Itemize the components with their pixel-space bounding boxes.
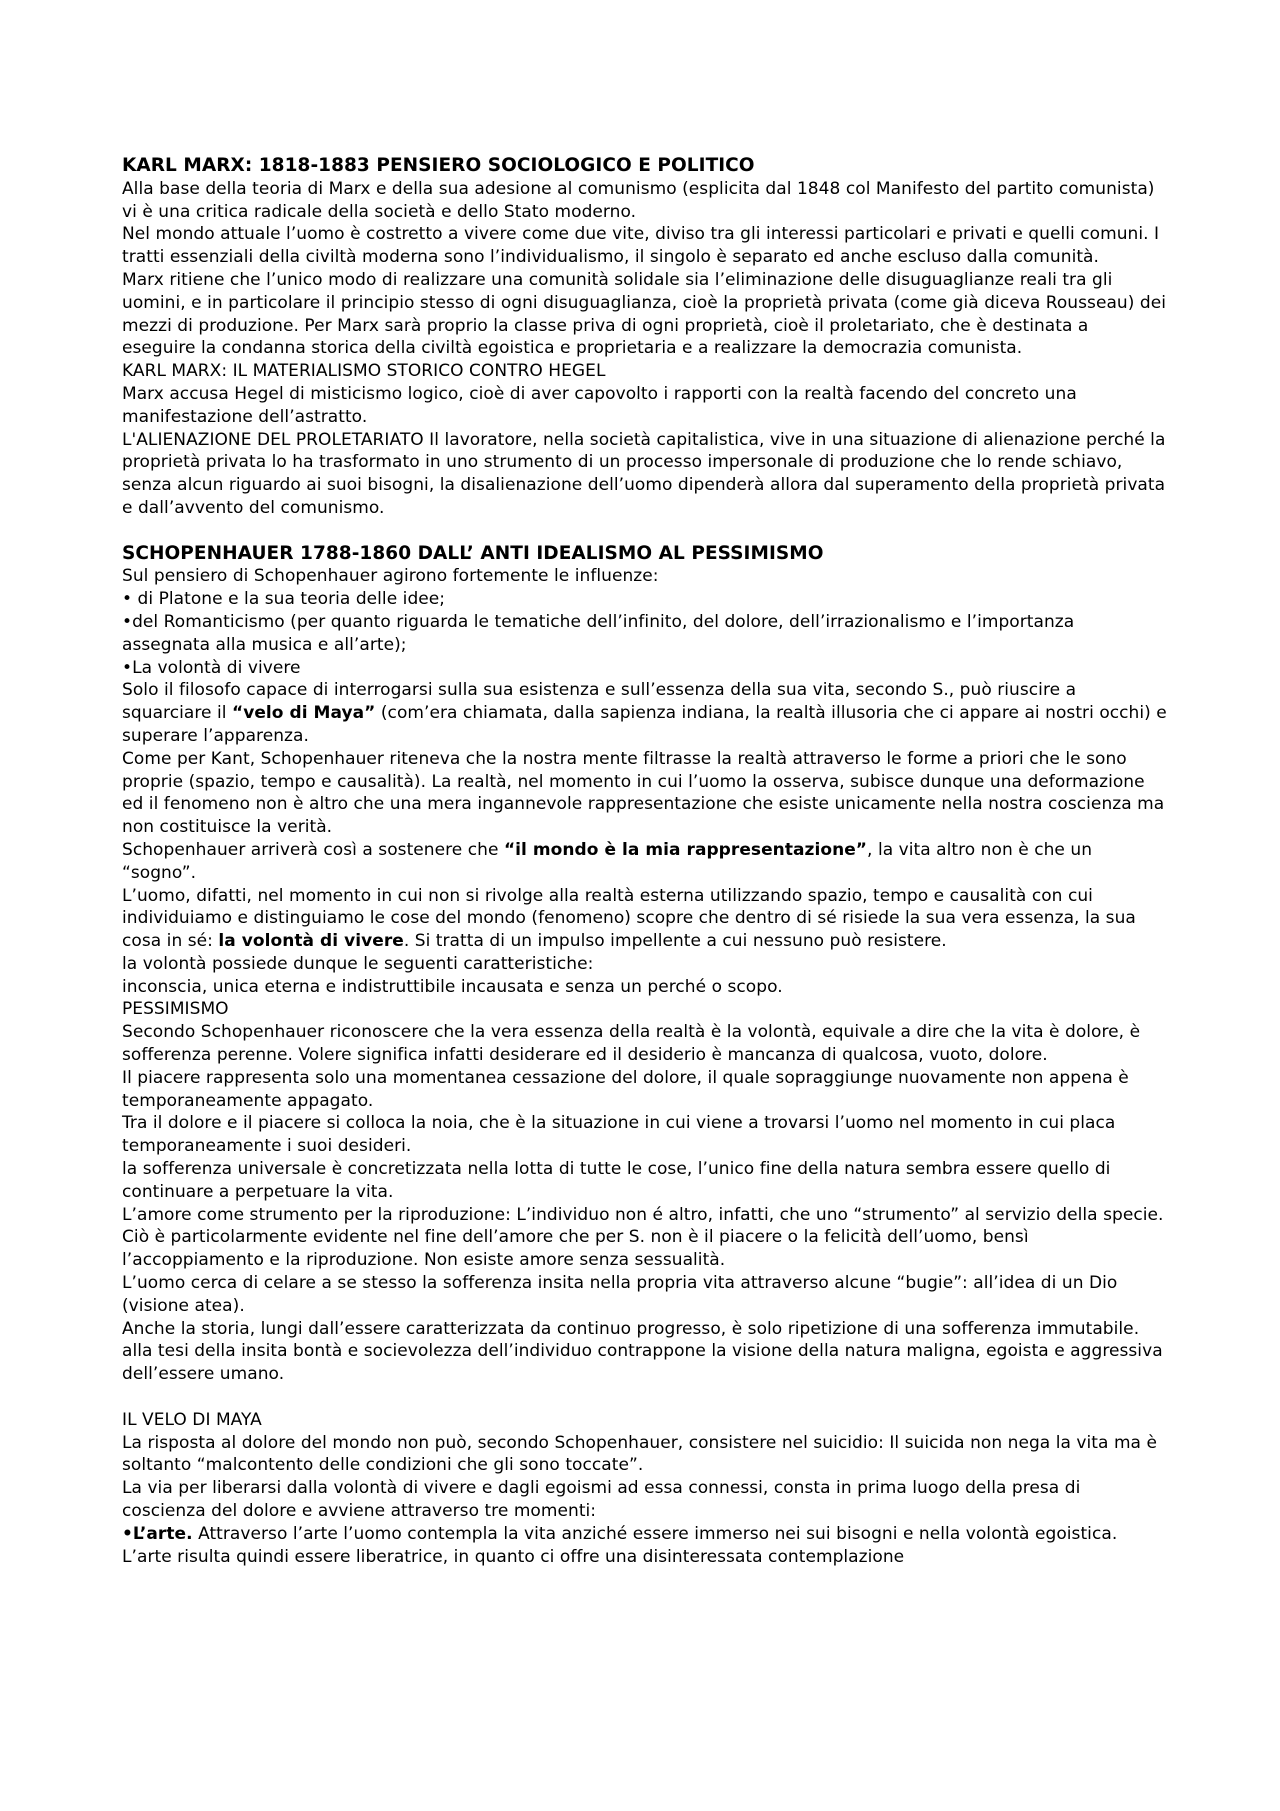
bullet-item: •del Romanticismo (per quanto riguarda le tematiche dell’infinito, del dolore, dell’irrazionalismo e l’importanza assegnata alla musica e all’arte);	[122, 611, 1075, 655]
paragraph: La risposta al dolore del mondo non può, secondo Schopenhauer, consistere nel suicidio: Il suicida non nega la vita ma è soltanto “malcontento delle condizioni che gli sono toccate”.	[122, 1432, 1157, 1476]
bullet-item: •La volontà di vivere	[122, 657, 301, 678]
bullet-item: • di Platone e la sua teoria delle idee;	[122, 589, 446, 610]
paragraph: alla tesi della insita bontà e socievolezza dell’individuo contrappone la visione della natura maligna, egoista e aggressiva dell’essere umano.	[122, 1341, 1163, 1385]
spacer	[122, 520, 1167, 543]
paragraph: L'ALIENAZIONE DEL PROLETARIATO Il lavoratore, nella società capitalistica, vive in una situazione di alienazione perché la proprietà privata lo ha trasformato in uno strumento di un processo impersonale di produzione che lo rende schiavo, senza alcun riguardo ai suoi bisogni, la disalienazione dell’uomo dipenderà allora dal superamento della proprietà privata e dall’avvento del comunismo.	[122, 429, 1166, 518]
text-run: , la vita altro non è che un “sogno”.	[122, 839, 1093, 883]
paragraph: Alla base della teoria di Marx e della sua adesione al comunismo (esplicita dal 1848 col Manifesto del partito comunista) vi è una critica radicale della società e dello Stato moderno.	[122, 178, 1155, 222]
velo-heading: IL VELO DI MAYA	[122, 1409, 262, 1430]
paragraph	[122, 839, 1167, 885]
subheading: KARL MARX: IL MATERIALISMO STORICO CONTRO HEGEL	[122, 361, 606, 382]
document-body	[122, 155, 1167, 1568]
bold-text: “il mondo è la mia rappresentazione”	[503, 839, 868, 860]
paragraph: Marx accusa Hegel di misticismo logico, cioè di aver capovolto i rapporti con la realtà facendo del concreto una manifestazione dell’astratto.	[122, 383, 1077, 427]
paragraph: Anche la storia, lungi dall’essere caratterizzata da continuo progresso, è solo ripetizione di una sofferenza immutabile.	[122, 1318, 1140, 1339]
paragraph	[122, 1523, 1167, 1569]
marx-heading: KARL MARX: 1818-1883 PENSIERO SOCIOLOGICO E POLITICO	[122, 155, 755, 176]
spacer	[122, 1386, 1167, 1409]
paragraph: Marx ritiene che l’unico modo di realizzare una comunità solidale sia l’eliminazione delle disuguaglianze reali tra gli uomini, e in particolare il principio stesso di ogni disuguaglianza, cioè la proprietà privata (come già diceva Rousseau) dei mezzi di produzione. Per Marx sarà proprio la classe priva di ogni proprietà, cioè il proletariato, che è destinata a eseguire la condanna storica della civiltà egoistica e proprietaria e a realizzare la democrazia comunista.	[122, 269, 1167, 359]
bold-text: la volontà di vivere	[218, 931, 404, 952]
paragraph: inconscia, unica eterna e indistruttibile incausata e senza un perché o scopo.	[122, 976, 783, 997]
bold-text: •L’arte.	[122, 1523, 193, 1544]
text-run: (com’era chiamata, dalla sapienza indiana, la realtà illusoria che ci appare ai nostri occhi) e superare l’apparenza.	[122, 703, 1167, 746]
paragraph: L’amore come strumento per la riproduzione: L’individuo non é altro, infatti, che uno “strumento” al servizio della specie. Ciò è particolarmente evidente nel fine dell’amore che per S. non è il piacere o la felicità dell’uomo, bensì l’accoppiamento e la riproduzione. Non esiste amore senza sessualità.	[122, 1204, 1164, 1271]
paragraph: Secondo Schopenhauer riconoscere che la vera essenza della realtà è la volontà, equivale a dire che la vita è dolore, è sofferenza perenne. Volere significa infatti desiderare ed il desiderio è mancanza di qualcosa, vuoto, dolore.	[122, 1022, 1141, 1066]
paragraph	[122, 885, 1167, 953]
text-run: . Si tratta di un impulso impellente a cui nessuno può resistere.	[403, 931, 947, 952]
text-run: L’uomo, difatti, nel momento in cui non si rivolge alla realtà esterna utilizzando spazio, tempo e causalità con cui individuiamo e distinguiamo le cose del mondo (fenomeno) scopre che dentro di sé risiede la sua vera essenza, la sua cosa in sé:	[122, 885, 1136, 952]
paragraph: la sofferenza universale è concretizzata nella lotta di tutte le cose, l’unico fine della natura sembra essere quello di continuare a perpetuare la vita.	[122, 1159, 1111, 1202]
paragraph: La via per liberarsi dalla volontà di vivere e dagli egoismi ad essa connessi, consta in prima luogo della presa di coscienza del dolore e avviene attraverso tre momenti:	[122, 1478, 1081, 1522]
paragraph: la volontà possiede dunque le seguenti caratteristiche:	[122, 953, 594, 974]
paragraph: Il piacere rappresenta solo una momentanea cessazione del dolore, il quale sopraggiunge nuovamente non appena è temporaneamente appagato.	[122, 1067, 1129, 1111]
text-run: Attraverso l’arte l’uomo contempla la vita anziché essere immerso nei sui bisogni e nella volontà egoistica. L’arte risulta quindi essere liberatrice, in quanto ci offre una disinteressata contemplazione	[122, 1523, 1118, 1567]
paragraph	[122, 679, 1167, 747]
paragraph: Come per Kant, Schopenhauer riteneva che la nostra mente filtrasse la realtà attraverso le forme a priori che le sono proprie (spazio, tempo e causalità). La realtà, nel momento in cui l’uomo la osserva, subisce dunque una deformazione ed il fenomeno non è altro che una mera ingannevole rappresentazione che esiste unicamente nella nostra coscienza ma non costituisce la verità.	[122, 748, 1165, 838]
paragraph: Tra il dolore e il piacere si colloca la noia, che è la situazione in cui viene a trovarsi l’uomo nel momento in cui placa temporaneamente i suoi desideri.	[122, 1113, 1116, 1157]
text-run: Schopenhauer arriverà così a sostenere che	[122, 839, 504, 860]
bold-text: “velo di Maya”	[231, 703, 376, 724]
paragraph: Sul pensiero di Schopenhauer agirono fortemente le influenze:	[122, 566, 659, 587]
paragraph: L’uomo cerca di celare a se stesso la sofferenza insita nella propria vita attraverso alcune “bugie”: all’idea di un Dio (visione atea).	[122, 1273, 1118, 1316]
paragraph: Nel mondo attuale l’uomo è costretto a vivere come due vite, diviso tra gli interessi particolari e privati e quelli comuni. I tratti essenziali della civiltà moderna sono l’individualismo, il singolo è separato ed anche escluso dalla comunità.	[122, 224, 1160, 268]
subheading: PESSIMISMO	[122, 999, 229, 1020]
text-run: Solo il filosofo capace di interrogarsi sulla sua esistenza e sull’essenza della sua vita, secondo S., può riuscire a squarciare il	[122, 680, 1077, 724]
schopenhauer-heading: SCHOPENHAUER 1788-1860 DALL’ ANTI IDEALISMO AL PESSIMISMO	[122, 542, 824, 564]
